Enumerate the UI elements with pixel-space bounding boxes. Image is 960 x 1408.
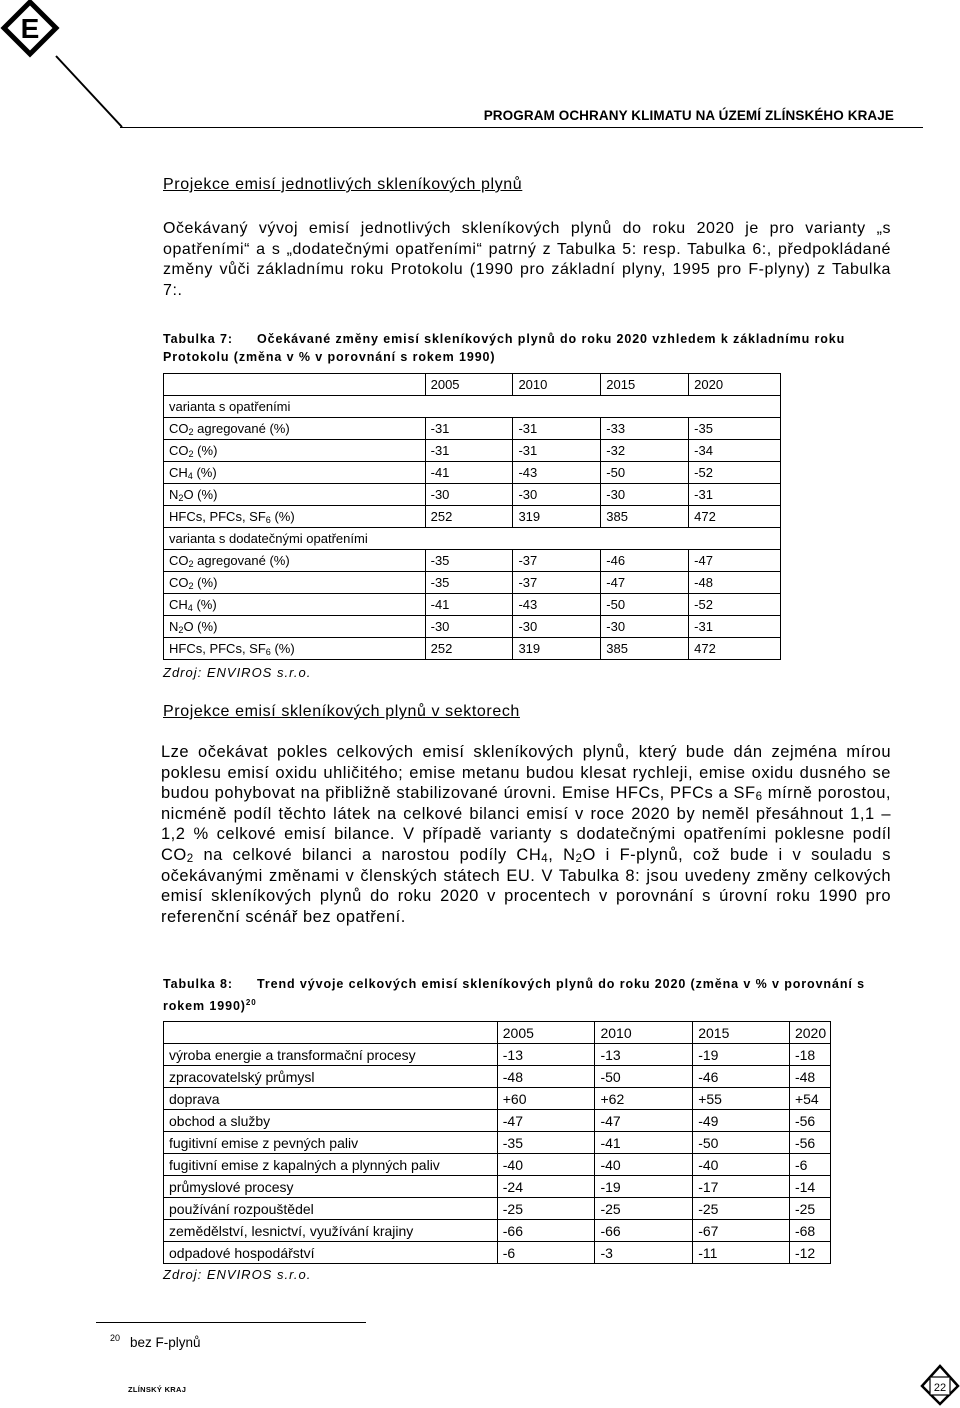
table8-value-cell: +60 [497,1088,595,1110]
header-divider [120,127,923,128]
table7-value-cell: 472 [689,638,781,660]
table8-value-cell: -50 [595,1066,693,1088]
table7-year-header: 2020 [689,374,781,396]
table7-value-cell: -47 [689,550,781,572]
table7-corner-cell [164,374,426,396]
table-row [164,1176,831,1198]
table-row [164,440,781,462]
table7-caption [163,331,893,366]
table-row [164,550,781,572]
table7-value-cell: 472 [689,506,781,528]
table7-value-cell: -37 [513,572,601,594]
table8-caption-text: Trend vývoje celkových emisí skleníkových plynů do roku 2020 (změna v % v porovnání s rokem 1990) [163,977,865,1013]
table8-value-cell: -3 [595,1242,693,1264]
table8-row-label: obchod a služby [164,1110,498,1132]
table7-value-cell: 385 [601,638,689,660]
table7-value-cell: -48 [689,572,781,594]
table7-year-header: 2005 [425,374,513,396]
table7-value-cell: -30 [425,616,513,638]
page-number-badge [918,1364,960,1408]
table8-row-label: používání rozpouštědel [164,1198,498,1220]
table-row [164,1066,831,1088]
table8-row-label: odpadové hospodářství [164,1242,498,1264]
table-row [164,1198,831,1220]
table-row [164,418,781,440]
table7-value-cell: -35 [425,572,513,594]
table7-header-row [164,374,781,396]
table8-value-cell: -13 [497,1044,595,1066]
table8-row-label: zemědělství, lesnictví, využívání krajiny [164,1220,498,1242]
table8-value-cell: -6 [497,1242,595,1264]
table8-value-cell: -18 [789,1044,830,1066]
table7-row-label: HFCs, PFCs, $SF_6$ (%) [164,638,426,660]
table8-value-cell: -48 [789,1066,830,1088]
table7-caption-text: Očekávané změny emisí skleníkových plynů do roku 2020 vzhledem k základnímu roku Protokolu (změna v % v porovnání s rokem 1990) [163,332,846,364]
table8-value-cell: -12 [789,1242,830,1264]
table-row [164,506,781,528]
table7-value-cell: -41 [425,594,513,616]
table-row [164,1242,831,1264]
table8-value-cell: +54 [789,1088,830,1110]
table8-value-cell: -25 [693,1198,790,1220]
table7-value-cell: -31 [689,616,781,638]
table7-value-cell: -30 [601,616,689,638]
table7-value-cell: -34 [689,440,781,462]
table8-year-header: 2010 [595,1022,693,1044]
table7-value-cell: 319 [513,638,601,660]
table8-value-cell: -35 [497,1132,595,1154]
table8-value-cell: +55 [693,1088,790,1110]
table8-value-cell: -13 [595,1044,693,1066]
table8-caption [163,976,893,1015]
table7-value-cell: -31 [689,484,781,506]
table7-value-cell: -32 [601,440,689,462]
table7-value-cell: -31 [425,418,513,440]
table8-value-cell: -56 [789,1132,830,1154]
table7-value-cell: -50 [601,462,689,484]
table7-row-label: $CO_2$ (%) [164,440,426,462]
table8-value-cell: -25 [497,1198,595,1220]
table7-row-label: $CH_4$ (%) [164,462,426,484]
footnote-ref: 20 [245,997,257,1007]
table8-value-cell: -68 [789,1220,830,1242]
table8-row-label: doprava [164,1088,498,1110]
table7-year-header: 2010 [513,374,601,396]
footnote: $^{20}$ bez F-plynů [110,1333,201,1350]
table7-value-cell: -47 [601,572,689,594]
footer-region-name: ZLÍNSKÝ KRAJ [128,1385,187,1394]
table8-value-cell: -56 [789,1110,830,1132]
table8-value-cell: -67 [693,1220,790,1242]
table8-value-cell: -46 [693,1066,790,1088]
table7-year-header: 2015 [601,374,689,396]
table8-year-header: 2005 [497,1022,595,1044]
table8-value-cell: -24 [497,1176,595,1198]
table7-value-cell: 252 [425,506,513,528]
table8-value-cell: -19 [693,1044,790,1066]
table-row [164,1154,831,1176]
table8-row-label: průmyslové procesy [164,1176,498,1198]
table8-corner-cell [164,1022,498,1044]
section-paragraph-gases: Očekávaný vývoj emisí jednotlivých skleníkových plynů do roku 2020 je pro varianty „s opatřeními“ a s „dodatečnými opatřeními“ patrný z Tabulka 5: resp. Tabulka 6:, předpokládané změny vůči základnímu roku Protokolu (1990 pro základní plyny, 1995 pro F-plyny) z Tabulka 7:. [163,220,891,299]
table8-value-cell: -17 [693,1176,790,1198]
table7-value-cell: -31 [425,440,513,462]
table8-value-cell: -50 [693,1132,790,1154]
table8-row-label: fugitivní emise z pevných paliv [164,1132,498,1154]
table8-source: Zdroj: ENVIROS s.r.o. [163,1267,312,1282]
table8-value-cell: -48 [497,1066,595,1088]
table-row [164,616,781,638]
table-row [164,1110,831,1132]
table7-value-cell: -30 [601,484,689,506]
table8 [163,1021,831,1264]
table8-value-cell: -11 [693,1242,790,1264]
table7-value-cell: -43 [513,594,601,616]
table8-value-cell: -25 [789,1198,830,1220]
table7-value-cell: -31 [513,440,601,462]
enviros-logo [0,0,140,130]
table7-value-cell: -43 [513,462,601,484]
table8-year-header: 2020 [789,1022,830,1044]
table7-value-cell: -33 [601,418,689,440]
table-row [164,1088,831,1110]
table-row [164,462,781,484]
table8-value-cell: -41 [595,1132,693,1154]
table7-row-label: $CO_2$ agregované (%) [164,550,426,572]
table7-value-cell: -52 [689,462,781,484]
table7-source: Zdroj: ENVIROS s.r.o. [163,665,312,680]
table7-row-label: HFCs, PFCs, $SF_6$ (%) [164,506,426,528]
table8-value-cell: -40 [595,1154,693,1176]
table7-value-cell: -35 [689,418,781,440]
table7-value-cell: -52 [689,594,781,616]
table8-value-cell: -47 [595,1110,693,1132]
table7-value-cell: 319 [513,506,601,528]
table7-value-cell: -30 [425,484,513,506]
table8-value-cell: -49 [693,1110,790,1132]
table7-group-label: varianta s dodatečnými opatřeními [164,528,781,550]
table7-value-cell: -37 [513,550,601,572]
table8-value-cell: -6 [789,1154,830,1176]
table-row [164,1044,831,1066]
page-number: 22 [933,1382,947,1394]
table7-row-label: $CO_2$ agregované (%) [164,418,426,440]
table7-value-cell: -50 [601,594,689,616]
table8-value-cell: +62 [595,1088,693,1110]
table8-value-cell: -14 [789,1176,830,1198]
table7-group-row [164,528,781,550]
table7-value-cell: -46 [601,550,689,572]
logo-letter: E [20,13,40,44]
table8-value-cell: -25 [595,1198,693,1220]
table8-row-label: zpracovatelský průmysl [164,1066,498,1088]
table7-value-cell: -35 [425,550,513,572]
table8-value-cell: -66 [497,1220,595,1242]
table7-group-label: varianta s opatřeními [164,396,781,418]
table7-value-cell: 252 [425,638,513,660]
section-heading-gases: Projekce emisí jednotlivých skleníkových plynů [163,176,523,193]
table-row [164,1132,831,1154]
table8-value-cell: -40 [693,1154,790,1176]
table-row [164,638,781,660]
table7 [163,373,781,660]
table7-row-label: $N_2O$ (%) [164,484,426,506]
table7-value-cell: 385 [601,506,689,528]
table7-caption-label: Tabulka 7: [163,332,233,346]
table7-row-label: $CH_4$ (%) [164,594,426,616]
table8-year-header: 2015 [693,1022,790,1044]
table-row [164,484,781,506]
table7-row-label: $CO_2$ (%) [164,572,426,594]
table7-value-cell: -31 [513,418,601,440]
table-row [164,1220,831,1242]
table8-row-label: výroba energie a transformační procesy [164,1044,498,1066]
footnote-divider [96,1322,366,1323]
table7-value-cell: -30 [513,616,601,638]
table8-value-cell: -66 [595,1220,693,1242]
section-heading-sectors: Projekce emisí skleníkových plynů v sektorech [163,703,520,720]
table7-value-cell: -30 [513,484,601,506]
table8-row-label: fugitivní emise z kapalných a plynných paliv [164,1154,498,1176]
table8-value-cell: -19 [595,1176,693,1198]
table8-value-cell: -47 [497,1110,595,1132]
table8-header-row [164,1022,831,1044]
table-row [164,572,781,594]
table-row [164,594,781,616]
table7-row-label: $N_2O$ (%) [164,616,426,638]
document-header-title: PROGRAM OCHRANY KLIMATU NA ÚZEMÍ ZLÍNSKÉHO KRAJE [483,108,894,123]
table8-value-cell: -40 [497,1154,595,1176]
table8-caption-label: Tabulka 8: [163,977,233,991]
section-paragraph-sectors: Lze očekávat pokles celkových emisí skleníkových plynů, který bude dán zejména mírou poklesu emisí oxidu uhličitého; emise metanu budou klesat rychleji, emise oxidu dusného se budou pohybovat na přibližně stabilizované úrovni. Emise HFCs, PFCs a $SF_6$ mírně porostou, nicméně podíl těchto látek na celkové bilanci emisí v roce 2020 by neměl přesáhnout 1,1 – 1,2 % celkové emisí bilance. V případě varianty s dodatečnými opatřeními poklesne podíl $CO_2$ na celkové bilanci a narostou podíly $CH_4$, $N_2O$ i F-plynů, což bude i v souladu s očekávanými změnami v členských státech EU. V Tabulka 8: jsou uvedeny změny celkových emisí skleníkových plynů do roku 2020 v procentech v porovnání s úrovní roku 1990 pro referenční scénář bez opatření. [161,743,891,926]
table7-value-cell: -41 [425,462,513,484]
table7-group-row [164,396,781,418]
